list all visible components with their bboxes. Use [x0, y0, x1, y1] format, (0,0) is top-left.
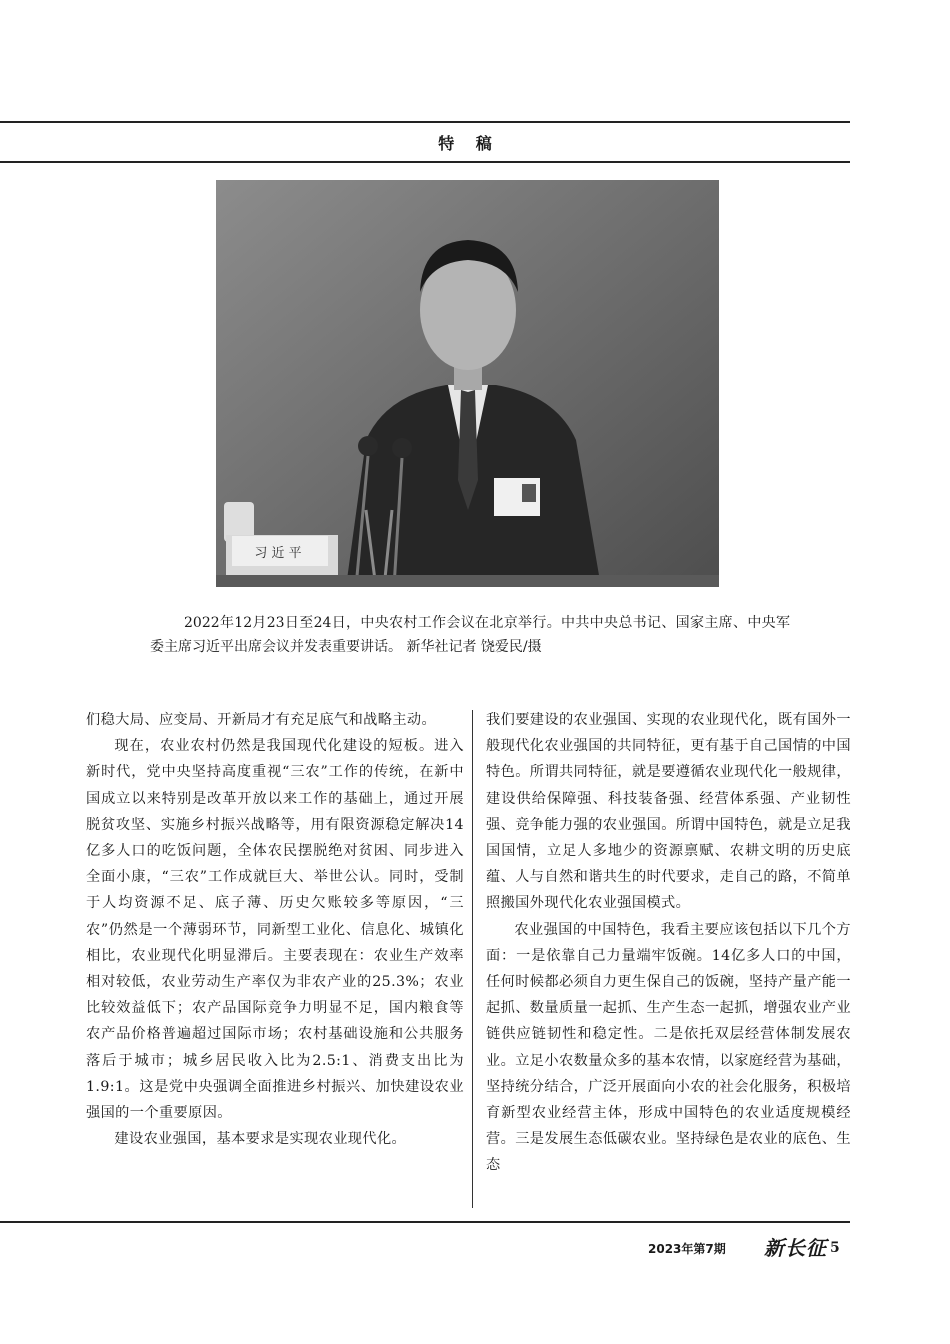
- page-number: 5: [830, 1240, 840, 1256]
- magazine-logo: 新长征: [764, 1236, 827, 1260]
- paragraph: 现在，农业农村仍然是我国现代化建设的短板。进入新时代，党中央坚持高度重视“三农”工作的传统，在新中国成立以来特别是改革开放以来工作的基础上，通过开展脱贫攻坚、实施乡村振兴战略等，用有限资源稳定解决14亿多人口的吃饭问题，全体农民摆脱绝对贫困、同步进入全面小康，“三农”工作成就巨大、举世公认。同时，受制于人均资源不足、底子薄、历史欠账较多等原因，“三农”仍然是一个薄弱环节，同新型工业化、信息化、城镇化相比，农业现代化明显滞后。主要表现在：农业生产效率相对较低，农业劳动生产率仅为非农产业的25.3%；农业比较效益低下；农产品国际竞争力明显不足，国内粮食等农产品价格普遍超过国际市场；农村基础设施和公共服务落后于城市；城乡居民收入比为2.5:1、消费支出比为1.9:1。这是党中央强调全面推进乡村振兴、加快建设农业强国的一个重要原因。: [86, 738, 464, 1122]
- news-photo: [216, 180, 719, 587]
- footer-rule: [0, 1221, 850, 1223]
- paragraph: 我们要建设的农业强国、实现的农业现代化，既有国外一般现代化农业强国的共同特征，更有基于自己国情的中国特色。所谓共同特征，就是要遵循农业现代化一般规律，建设供给保障强、科技装备强、经营体系强、产业韧性强、竞争能力强的农业强国。所谓中国特色，就是立足我国国情，立足人多地少的资源禀赋、农耕文明的历史底蕴、人与自然和谐共生的时代要求，走自己的路，不简单照搬国外现代化农业强国模式。: [486, 712, 851, 912]
- issue-number: 2023年第7期: [648, 1242, 726, 1256]
- section-label: 特 稿: [438, 134, 500, 153]
- photo-illustration: [216, 180, 719, 587]
- right-column: [486, 707, 851, 1179]
- paragraph: 们稳大局、应变局、开新局才有充足底气和战略主动。: [86, 712, 437, 728]
- column-divider: [472, 710, 473, 1208]
- photo-caption: 2022年12月23日至24日，中央农村工作会议在北京举行。中共中央总书记、国家主席、中央军委主席习近平出席会议并发表重要讲话。 新华社记者 饶爱民/摄: [150, 615, 790, 655]
- paragraph: 建设农业强国，基本要求是实现农业现代化。: [114, 1131, 407, 1148]
- nameplate-text: 习 近 平: [254, 546, 302, 561]
- header-top-rule: [0, 121, 850, 123]
- paragraph: 农业强国的中国特色，我看主要应该包括以下几个方面：一是依靠自己力量端牢饭碗。14亿多人口的中国，任何时候都必须自力更生保自己的饭碗，坚持产量产能一起抓、数量质量一起抓、生产生态一起抓，增强农业产业链供应链韧性和稳定性。二是依托双层经营体制发展农业。立足小农数量众多的基本农情，以家庭经营为基础，坚持统分结合，广泛开展面向小农的社会化服务，积极培育新型农业经营主体，形成中国特色的农业适度规模经营。三是发展生态低碳农业。坚持绿色是农业的底色、生态: [486, 921, 851, 1174]
- header-bottom-rule: [0, 161, 850, 163]
- left-column: [86, 707, 464, 1152]
